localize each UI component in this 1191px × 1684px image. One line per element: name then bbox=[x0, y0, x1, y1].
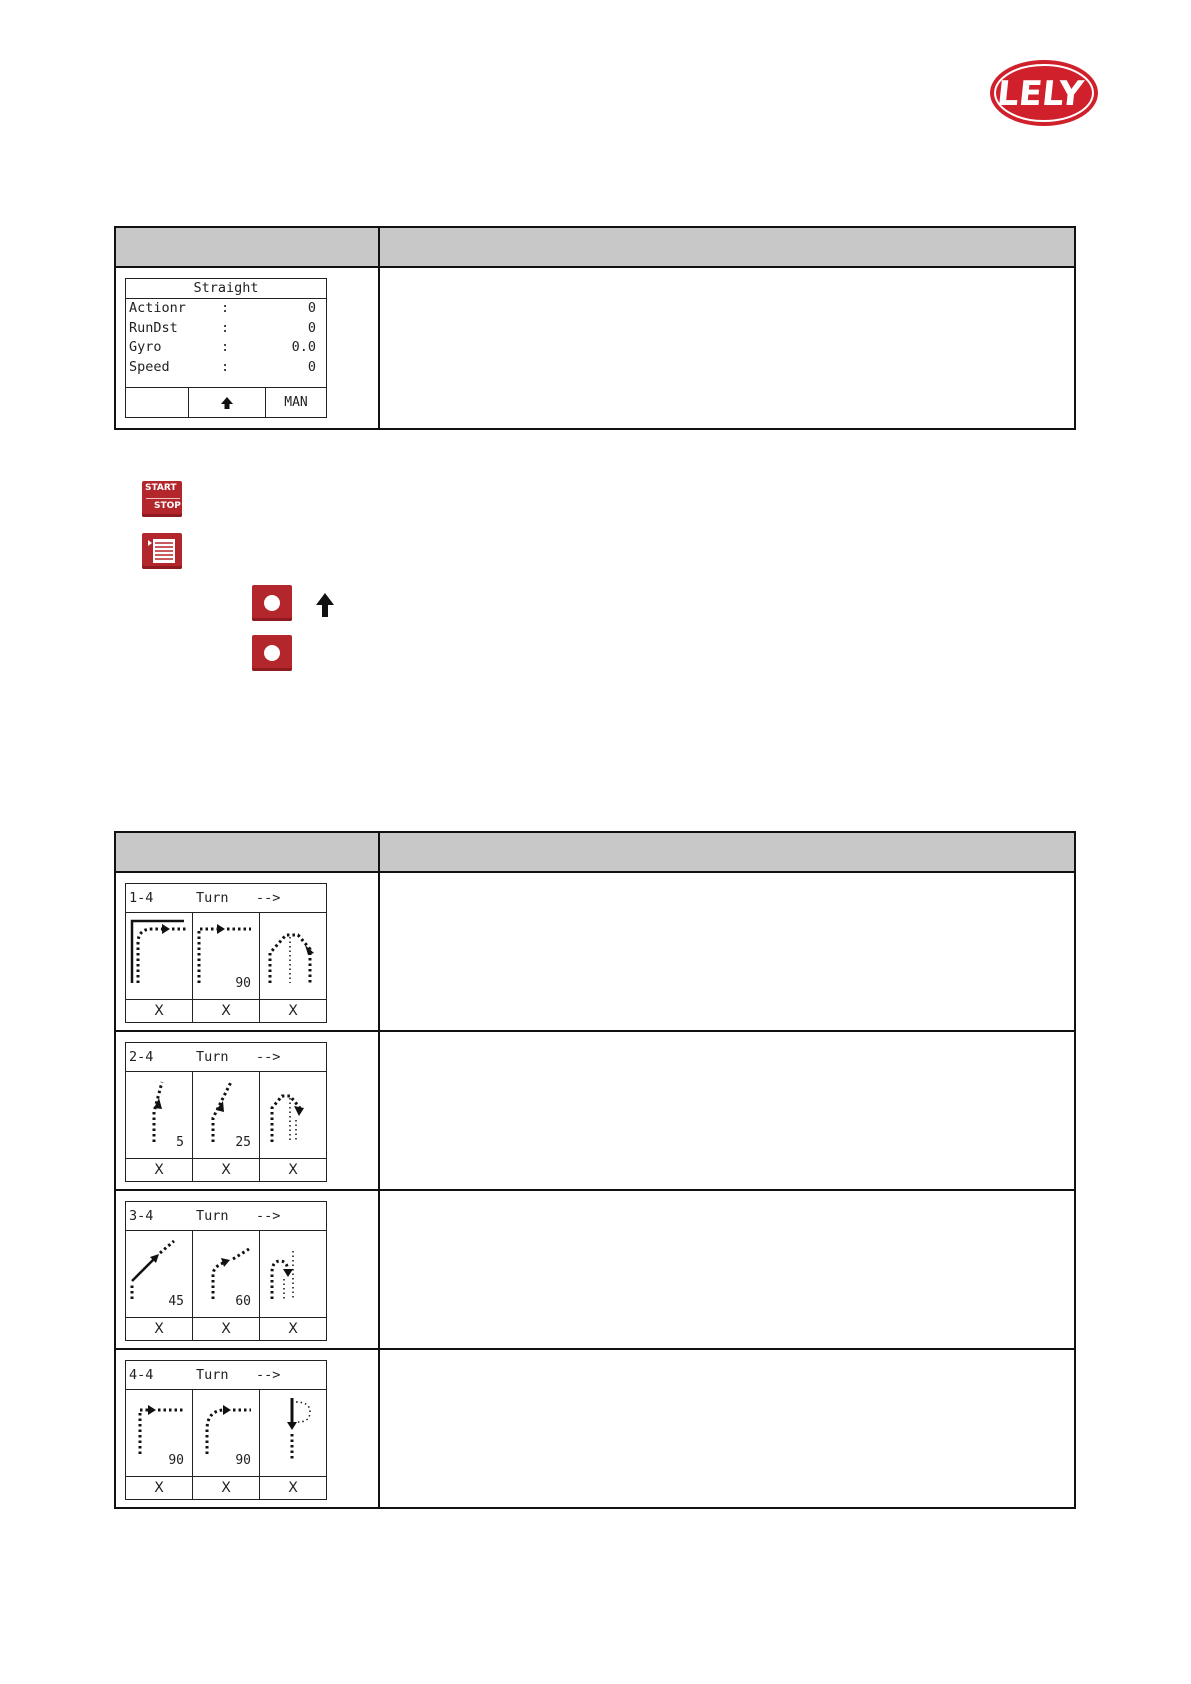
white-dot-button-icon bbox=[252, 635, 292, 671]
turn-option-25: 25 bbox=[193, 1072, 260, 1158]
option-mark: X bbox=[193, 1159, 260, 1181]
svg-text:LELY: LELY bbox=[995, 74, 1086, 114]
turn-option-60: 60 bbox=[193, 1231, 260, 1317]
option-mark: X bbox=[126, 1000, 193, 1022]
option-mark: X bbox=[288, 1162, 298, 1178]
turn-screen bbox=[125, 1201, 327, 1341]
lely-logo bbox=[988, 58, 1100, 128]
turn-table bbox=[114, 831, 1076, 1509]
table-row bbox=[116, 873, 1074, 1032]
option-mark: X bbox=[288, 1003, 298, 1019]
screen-line-rundst: RunDst : 0 bbox=[129, 319, 316, 336]
turn-screen bbox=[125, 1360, 327, 1500]
option-mark: X bbox=[193, 1000, 260, 1022]
screen-line-actionr: Actionr : 0 bbox=[129, 300, 316, 316]
option-mark: X bbox=[126, 1477, 193, 1499]
turn-option-uturn-small bbox=[260, 1072, 326, 1158]
table-row bbox=[116, 1191, 1074, 1350]
screen-footer bbox=[126, 387, 326, 417]
table-row bbox=[116, 1350, 1074, 1507]
table-header bbox=[116, 833, 1074, 873]
turn-screen bbox=[125, 883, 327, 1023]
screen-title: Straight bbox=[126, 279, 326, 299]
table-row bbox=[116, 268, 1074, 428]
screen-header: 3-4 Turn --> bbox=[126, 1202, 326, 1231]
option-mark: X bbox=[193, 1477, 260, 1499]
up-arrow-icon bbox=[314, 592, 336, 622]
turn-option-90: 90 bbox=[193, 913, 260, 999]
option-mark: X bbox=[288, 1480, 298, 1496]
white-dot-button-icon bbox=[252, 585, 292, 621]
start-stop-button-icon: START STOP bbox=[142, 481, 182, 517]
turn-option-5: 5 bbox=[126, 1072, 193, 1158]
turn-option-90-curve: 90 bbox=[193, 1390, 260, 1476]
table-header bbox=[116, 228, 1074, 268]
table-row bbox=[116, 1032, 1074, 1191]
turn-option-45: 45 bbox=[126, 1231, 193, 1317]
screen-header: 1-4 Turn --> bbox=[126, 884, 326, 913]
turn-screen bbox=[125, 1042, 327, 1182]
screen-line-gyro: Gyro : 0.0 bbox=[129, 339, 316, 355]
turn-option-90-sharp: 90 bbox=[126, 1390, 193, 1476]
up-arrow-icon bbox=[188, 388, 265, 417]
screen-header: 4-4 Turn --> bbox=[126, 1361, 326, 1390]
turn-option-corner-frame bbox=[126, 913, 193, 999]
option-mark: X bbox=[126, 1318, 193, 1340]
mode-label: MAN bbox=[265, 388, 326, 417]
turn-option-reverse bbox=[260, 1390, 326, 1476]
straight-screen bbox=[125, 278, 327, 418]
screen-line-speed: Speed : 0 bbox=[129, 358, 316, 375]
menu-list-icon bbox=[142, 533, 182, 569]
turn-option-uturn bbox=[260, 913, 326, 999]
straight-table bbox=[114, 226, 1076, 430]
option-mark: X bbox=[288, 1321, 298, 1337]
option-mark: X bbox=[193, 1318, 260, 1340]
option-mark: X bbox=[126, 1159, 193, 1181]
turn-option-uturn-tight bbox=[260, 1231, 326, 1317]
screen-header: 2-4 Turn --> bbox=[126, 1043, 326, 1072]
